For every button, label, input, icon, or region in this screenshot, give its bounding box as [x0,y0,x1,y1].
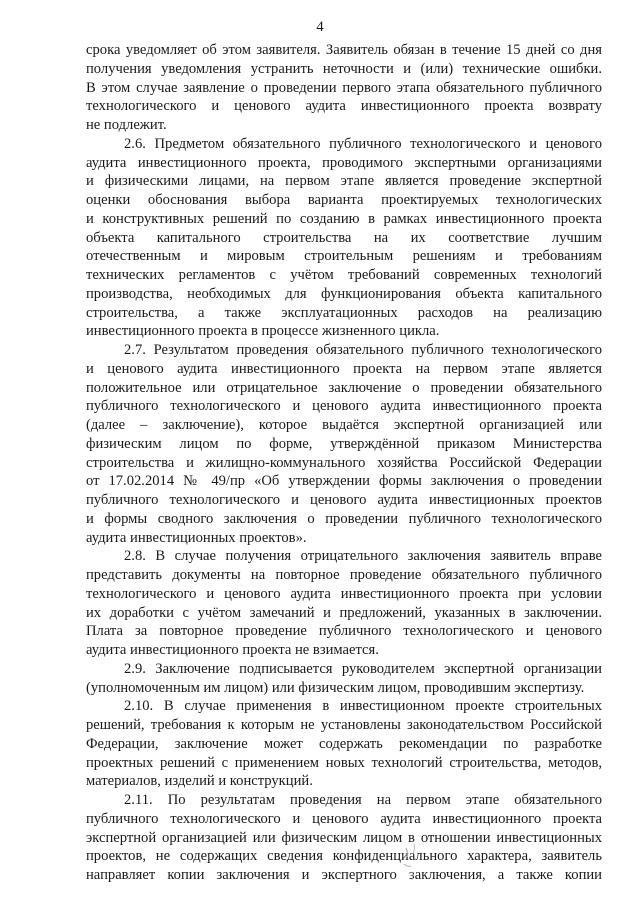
text-line: экспертной организацией или физическим лицом в отношении инвестиционных [86,829,602,846]
text-line: инвестиционного проекта в процессе жизненного цикла. [86,323,440,340]
paragraph-2-8 [86,547,602,660]
text-line: аудита инвестиционных проектов». [86,529,307,546]
paragraph-2-9 [86,660,602,698]
text-line: аудита инвестиционного проекта, проводимого экспертными организациями [86,154,602,171]
text-line: не подлежит. [86,117,167,133]
text-line: представить документы на повторное проведение обязательного публичного [86,567,602,583]
text-line: Плата за повторное проведение публичного технологического и ценового [86,623,602,640]
text-line: срока уведомляет об этом заявителя. Заявитель обязан в течение 15 дней со дня [86,42,602,58]
text-line: публичного технологического и ценового аудита инвестиционного проекта [86,810,602,827]
text-line: 2.7. Результатом проведения обязательного публичного технологического [124,342,602,358]
document-body [86,41,602,885]
text-line: проектов, не содержащих сведения конфиденциального характера, заявитель [86,848,602,865]
text-line: и конструктивных решений по созданию в рамках инвестиционного проекта [86,210,602,227]
paragraph-2-7 [86,341,602,547]
paragraph-2-10 [86,697,602,791]
text-line: решений, требования к которым не установлены законодательством Российской [86,717,602,733]
text-line: аудита инвестиционного проекта не взимается. [86,642,379,658]
text-line: 2.6. Предметом обязательного публичного технологического и ценового [124,135,602,152]
text-line: проектных решений с применением новых технологий строительства, методов, [86,754,602,771]
text-line: 2.9. Заключение подписывается руководителем экспертной организации [124,660,602,677]
text-line: (далее – заключение), которое выдаётся экспертной организацией или [86,417,602,433]
text-line: материалов, изделий и конструкций. [86,773,313,790]
text-line: (уполномоченным им лицом) или физическим лицом, проводившим экспертизу. [86,679,585,696]
text-line: строительства, а также эксплуатационных расходов на реализацию [86,304,602,321]
text-line: публичного технологического и ценового аудита инвестиционного проекта [86,398,602,415]
text-line: производства, необходимых для функционирования объекта капитального [86,285,602,302]
text-line: В этом случае заявление о проведении первого этапа обязательного публичного [86,79,602,96]
text-line: технических регламентов с учётом требований современных технологий [86,267,602,283]
text-line: положительное или отрицательное заключение о проведении обязательного [86,379,602,396]
text-line: и ценового аудита инвестиционного проекта на первом этапе является [86,360,602,377]
text-line: от 17.02.2014 № 49/пр «Об утверждении формы заключения о проведении [86,473,602,490]
text-line: получения уведомления устранить неточности и (или) технические ошибки. [86,60,602,77]
text-line: 2.11. По результатам проведения на первом этапе обязательного [124,792,602,808]
text-line: публичного технологического и ценового аудита инвестиционных проектов [86,492,602,508]
text-line: и физическими лицами, на первом этапе является проведение экспертной [86,173,602,190]
text-line: их доработки с учётом замечаний и предложений, указанных в заключении. [86,604,602,621]
text-line: объекта капитального строительства на их соответствие лучшим [86,229,602,246]
paragraph-2-6 [86,135,602,341]
text-line: 2.10. В случае применения в инвестиционном проекте строительных [124,698,602,715]
text-line: строительства и жилищно-коммунального хозяйства Российской Федерации [86,454,602,471]
text-line: технологического и ценового аудита инвестиционного проекта при условии [86,585,602,602]
text-line: оценки обоснования выбора варианта проектируемых технологических [86,192,602,208]
text-line: и формы сводного заключения о проведении публичного технологического [86,510,602,527]
text-line: 2.8. В случае получения отрицательного заключения заявитель вправе [124,548,602,565]
scan-marks [398,842,424,882]
page-number: 4 [316,19,324,35]
text-line: направляет копии заключения и экспертного заключения, а также копии [86,867,602,883]
text-line: отечественным и мировым строительным решениям и требованиям [86,248,602,265]
paragraph-2-11 [86,791,602,885]
paragraph-continuation [86,41,602,135]
text-line: физическим лицом по форме, утверждённой приказом Министерства [86,435,602,452]
text-line: Федерации, заключение может содержать рекомендации по разработке [86,735,602,752]
text-line: технологического и ценового аудита инвестиционного проекта возврату [86,98,602,115]
